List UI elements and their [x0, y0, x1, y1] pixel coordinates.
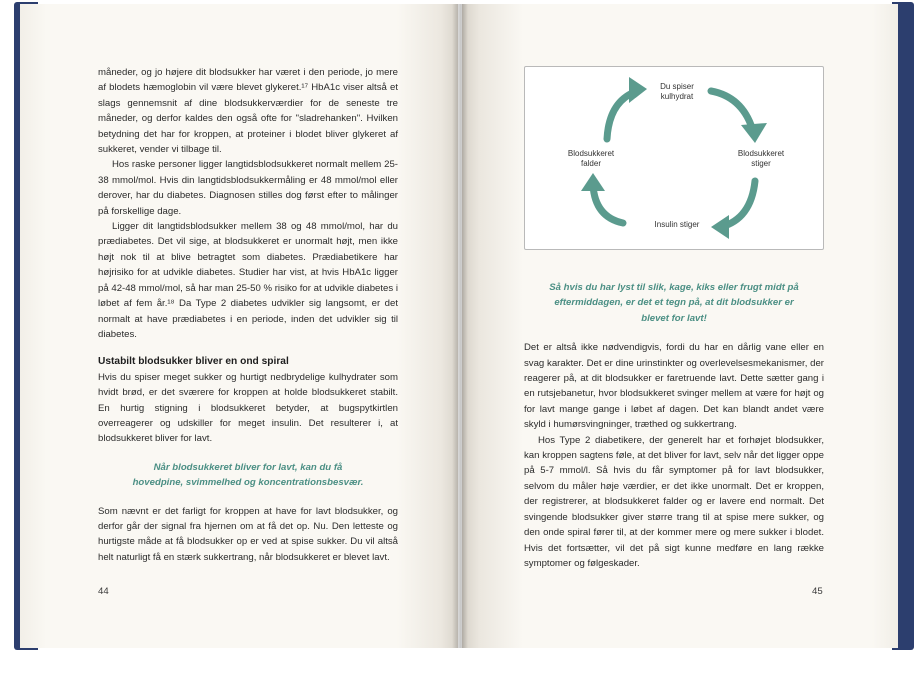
diagram-node-eat-carbs: Du spiser kulhydrat [660, 82, 694, 101]
pull-quote: Så hvis du har lyst til slik, kage, kiks eller frugt midt på eftermiddagen, er det et tegn på, at dit blodsukker er blevet for lavt! [549, 282, 799, 324]
paragraph: måneder, og jo højere dit blodsukker har været i den periode, jo mere af blodets hæmoglobin vil være blevet glykeret.¹⁷ HbA1c viser altså et slags gennemsnit af dine blodsukkerværdier for de seneste tre måneder, og derfor kaldes den også ofte for "sladrehanken". Hvilken betydning det har for kroppen, at proteiner i blodet bliver glykeret af sukkeret, vender vi tilbage til. [98, 67, 398, 156]
left-page-body [98, 65, 398, 565]
book-gutter [452, 4, 468, 648]
diagram-node-sugar-falls: Blodsukkeret falder [567, 149, 615, 168]
pull-quote: Når blodsukkeret bliver for lavt, kan du få hovedpine, svimmelhed og koncentrationsbesvær. [132, 461, 364, 489]
arrowhead-icon [741, 123, 767, 143]
paragraph: Det er altså ikke nødvendigvis, fordi du har en dårlig vane eller en svag karakter. Det er dine urinstinkter og overlevelsesmekanismer, der reagerer på, at dit blodsukker er faretruende lavt. Dette sætter gang i en rutsjebanetur, hvor blodsukkeret svinger mellem at være for højt og for lavt mange gange i løbet af dagen. Det kan blandt andet være skyld i humørsvingninger, træthed og sukkertrang. [524, 342, 824, 431]
page-number-left: 44 [98, 586, 109, 597]
paragraph: Hos raske personer ligger langtidsblodsukkeret normalt mellem 25-38 mmol/mol. Hvis din langtidsblodsukkermåling er 48 mmol/mol eller derover, har du diabetes. Diagnosen stilles dog først efter to målinger på forskellige dage. [98, 159, 398, 217]
arrowhead-icon [629, 77, 647, 103]
section-heading: Ustabilt blodsukker bliver en ond spiral [98, 356, 289, 368]
paragraph: Hos Type 2 diabetikere, der generelt har et forhøjet blodsukker, kan kroppen sagtens føle, at det bliver for lavt, selv når det ligger oppe på 5-7 mmol/l. Så hvis du får symptomer på for lavt blodsukker, selvom du måler høje værdier, er det ikke unormalt. Det er kroppen, der registrerer, at blodsukkeret falder og er lavere end normalt. Det svingende blodsukker giver større trang til at spise mere sukker, og den onde spiral fører til, at der kommer mere og mere sukker i blodet. Hvis det fortsætter, vil det på sigt kunne medføre en lang række symptomer og følgeskader. [524, 434, 824, 569]
diagram-node-insulin-rises: Insulin stiger [654, 220, 700, 229]
paragraph: Ligger dit langtidsblodsukker mellem 38 og 48 mmol/mol, har du prædiabetes. Det vil sige, at blodsukkeret er unormalt højt, men ikke højt nok til at blive betragtet som diabetes. Prædiabetikere har højrisiko for at udvikle diabetes. Studier har vist, at hvis HbA1c ligger på 42-48 mmol/mol, så har man 25-50 % risiko for at udvikle diabetes i løbet af fem år.¹⁸ Da Type 2 diabetes udvikler sig langsomt, er det normalt at have prædiabetes i en periode, inden det udvikler sig til diabetes. [98, 221, 398, 340]
paragraph: Hvis du spiser meget sukker og hurtigt nedbrydelige kulhydrater som hvidt brød, er det sværere for kroppen at holde blodsukkeret stabilt. En hurtig stigning i blodsukkeret betyder, at bugspytkirtlen overreagerer og udskiller for meget insulin. Det resulterer i, at blodsukkeret bliver for lavt. [98, 371, 398, 445]
diagram-node-sugar-rises: Blodsukkeret stiger [737, 149, 785, 168]
right-page-body [524, 280, 824, 571]
blood-sugar-cycle-diagram [524, 66, 824, 250]
arrowhead-icon [711, 215, 729, 239]
paragraph: Som nævnt er det farligt for kroppen at have for lavt blodsukker, og derfor går der signal fra hjernen om at få det op. Nu. Den letteste og hurtigste måde at få blodsukker op er ved at spise sukker. Du vil altså helt naturligt få en stærk sukkertrang, når blodsukkeret er blevet lavt. [98, 505, 398, 563]
page-number-right: 45 [812, 586, 823, 597]
arrowhead-icon [581, 173, 605, 191]
